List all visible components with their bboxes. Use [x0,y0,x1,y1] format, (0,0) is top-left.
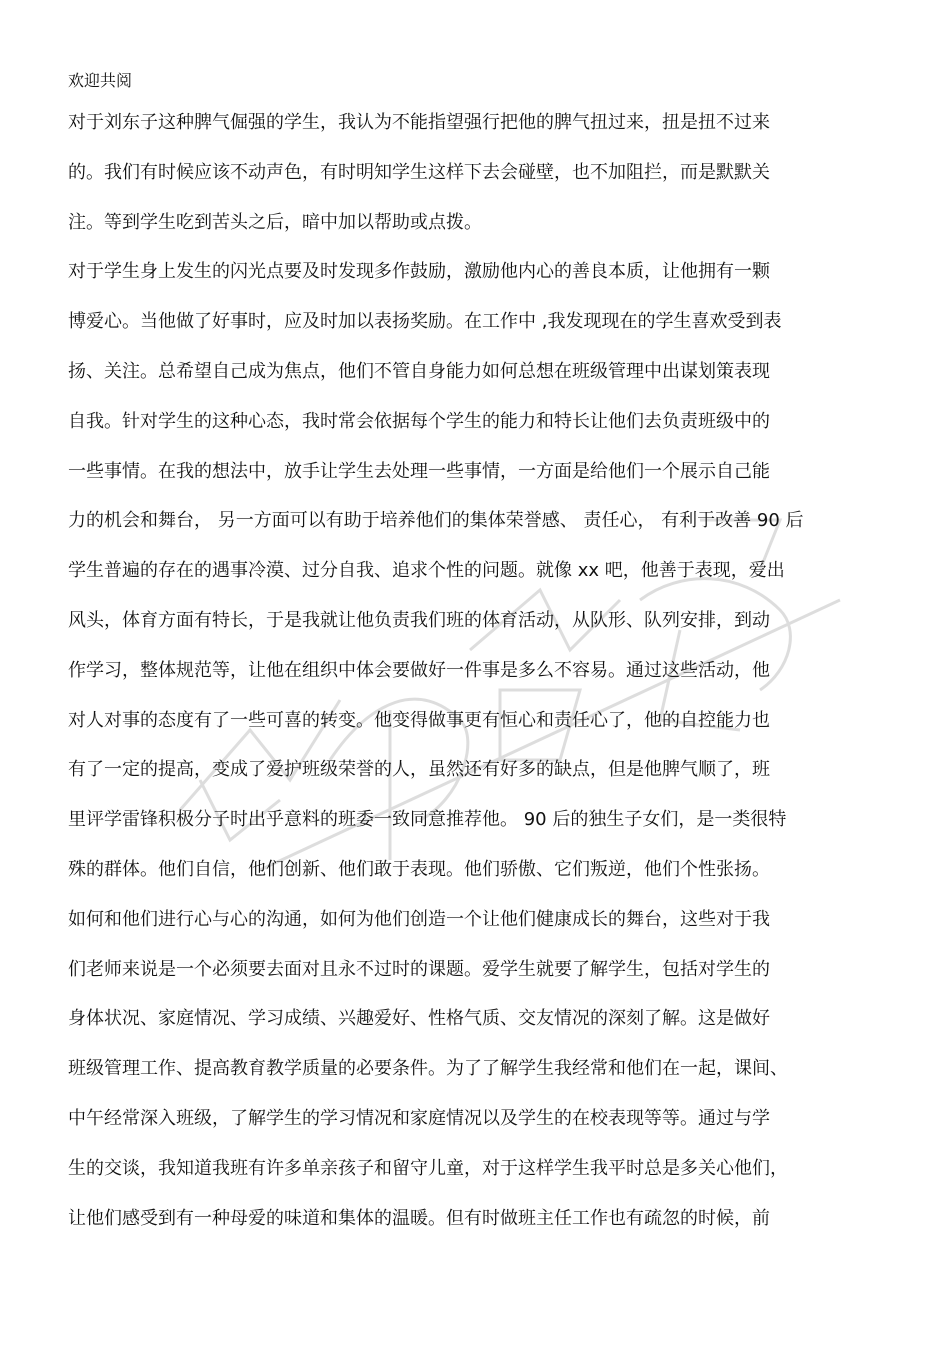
text-line: 们老师来说是一个必须要去面对且永不过时的课题。爱学生就要了解学生，包括对学生的 [68,958,770,980]
text-line: 班级管理工作、提高教育教学质量的必要条件。为了了解学生我经常和他们在一起，课间、 [68,1058,788,1080]
text-line: 如何和他们进行心与心的沟通，如何为他们创造一个让他们健康成长的舞台，这些对于我 [68,908,770,930]
text-line: 一些事情。在我的想法中，放手让学生去处理一些事情，一方面是给他们一个展示自己能 [68,460,770,482]
text-line: 对于刘东子这种脾气倔强的学生，我认为不能指望强行把他的脾气扭过来，扭是扭不过来 [68,112,770,133]
text-line: 的。我们有时候应该不动声色，有时明知学生这样下去会碰壁，也不加阻拦，而是默默关 [68,161,770,183]
text-line: 身体状况、家庭情况、学习成绩、兴趣爱好、性格气质、交友情况的深刻了解。这是做好 [68,1008,770,1030]
body-text [68,110,928,1255]
text-line: 对人对事的态度有了一些可喜的转变。他变得做事更有恒心和责任心了，他的自控能力也 [68,709,770,731]
text-line: 里评学雷锋积极分子时出乎意料的班委一致同意推荐他。 90 后的独生子女们，是一类很特 [68,809,787,831]
text-line: 作学习，整体规范等，让他在组织中体会要做好一件事是多么不容易。通过这些活动，他 [68,659,770,681]
text-line: 生的交谈，我知道我班有许多单亲孩子和留守儿童，对于这样学生我平时总是多关心他们， [68,1157,788,1179]
text-line: 殊的群体。他们自信，他们创新、他们敢于表现。他们骄傲、它们叛逆，他们个性张扬。 [68,858,770,880]
text-line: 中午经常深入班级，了解学生的学习情况和家庭情况以及学生的在校表现等等。通过与学 [68,1107,770,1129]
text-line: 扬、关注。总希望自己成为焦点，他们不管自身能力如何总想在班级管理中出谋划策表现 [68,360,770,382]
page-header: 欢迎共阅 [68,71,133,90]
text-line: 风头，体育方面有特长，于是我就让他负责我们班的体育活动，从队形、队列安排，到动 [68,609,770,631]
text-line: 自我。针对学生的这种心态，我时常会依据每个学生的能力和特长让他们去负责班级中的 [68,410,770,432]
text-line: 博爱心。当他做了好事时，应及时加以表扬奖励。在工作中 ,我发现现在的学生喜欢受到表 [68,311,782,333]
text-line: 有了一定的提高，变成了爱护班级荣誉的人，虽然还有好多的缺点，但是他脾气顺了，班 [68,759,770,781]
text-line: 让他们感受到有一种母爱的味道和集体的温暖。但有时做班主任工作也有疏忽的时候，前 [68,1207,770,1229]
text-line: 学生普遍的存在的遇事冷漠、过分自我、追求个性的问题。就像 xx 吧，他善于表现，爱出 [68,560,785,582]
text-line: 力的机会和舞台， 另一方面可以有助于培养他们的集体荣誉感、 责任心， 有利于改善 90 后 [68,510,804,532]
text-line: 对于学生身上发生的闪光点要及时发现多作鼓励，激励他内心的善良本质，让他拥有一颗 [68,261,770,283]
text-line: 注。等到学生吃到苦头之后，暗中加以帮助或点拨。 [68,211,482,233]
